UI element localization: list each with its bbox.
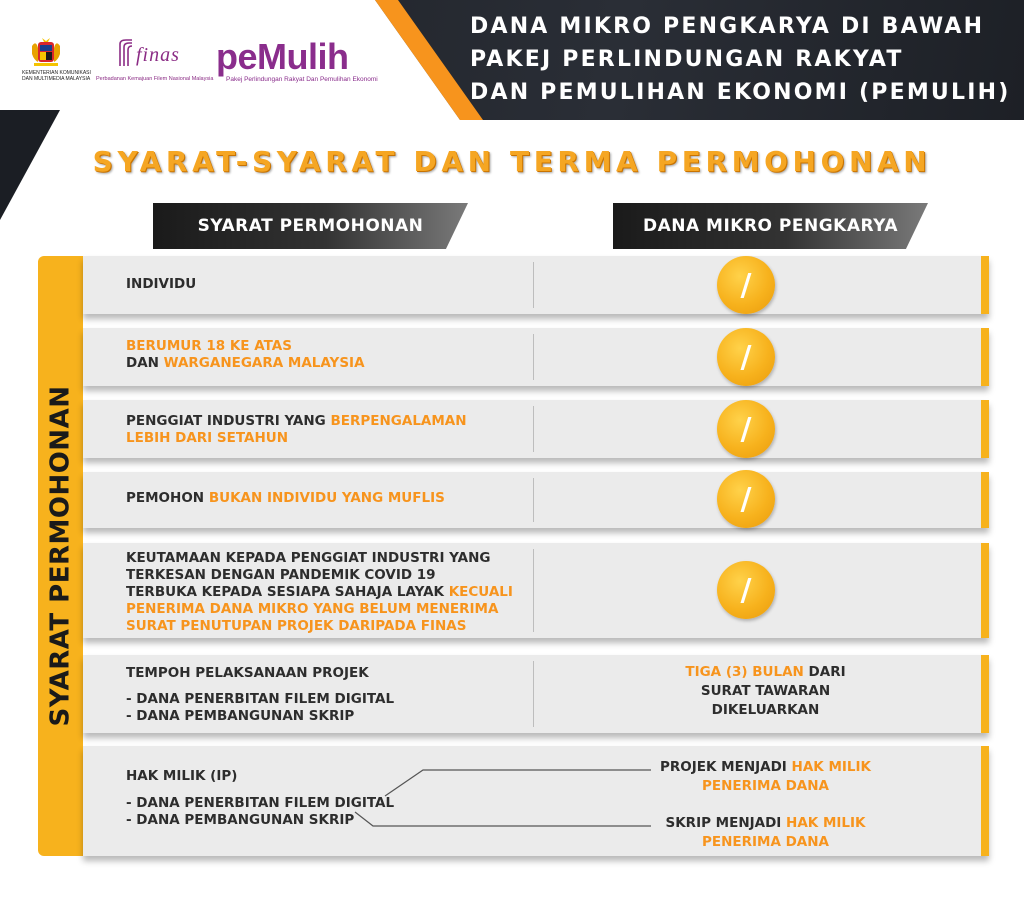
text-highlight: BERUMUR 18 KE ATAS xyxy=(126,338,292,354)
projek-ownership xyxy=(553,758,978,796)
check-symbol: / xyxy=(740,411,752,447)
check-mark-icon xyxy=(717,328,775,386)
check-symbol: / xyxy=(740,339,752,375)
pemulih-caption: Pakej Perlindungan Rakyat Dan Pemulihan Ekonomi xyxy=(226,76,378,83)
requirement-text xyxy=(126,338,365,372)
check-mark-icon xyxy=(717,561,775,619)
column-header-label: DANA MIKRO PENGKARYA xyxy=(642,216,899,236)
column-header-label: SYARAT PERMOHONAN xyxy=(197,216,424,236)
check-symbol: / xyxy=(740,267,752,303)
row-divider xyxy=(533,549,534,632)
tempoh-answer xyxy=(553,663,978,720)
hak-milik-item: - DANA PENERBITAN FILEM DIGITAL xyxy=(126,795,395,811)
tempoh-text xyxy=(126,665,394,725)
text-highlight: HAK MILIK xyxy=(791,759,871,775)
row-divider xyxy=(533,406,534,452)
text-highlight: BUKAN INDIVIDU YANG MUFLIS xyxy=(208,490,445,506)
header-title xyxy=(470,10,1015,109)
text-plain: SKRIP MENJADI xyxy=(665,815,787,831)
text-plain: SURAT TAWARAN xyxy=(700,683,831,699)
text-highlight: WARGANEGARA MALAYSIA xyxy=(163,355,365,371)
requirement-text xyxy=(126,550,513,635)
finas-wordmark: finas xyxy=(136,44,180,66)
text-highlight: TIGA (3) BULAN xyxy=(685,664,804,680)
requirement-row-tempoh xyxy=(83,655,989,733)
title-line: DAN PEMULIHAN EKONOMI (PEMULIH) xyxy=(470,80,1011,105)
hak-milik-text xyxy=(126,768,394,829)
kkmm-caption-line: KEMENTERIAN KOMUNIKASI xyxy=(22,70,91,76)
text-highlight: PENERIMA DANA MIKRO YANG BELUM MENERIMA xyxy=(126,601,499,617)
text-plain: DARI xyxy=(803,664,846,680)
hak-milik-item: - DANA PEMBANGUNAN SKRIP xyxy=(126,812,355,828)
malaysia-crest-logo xyxy=(28,36,64,68)
text-plain: KEUTAMAAN KEPADA PENGGIAT INDUSTRI YANG xyxy=(126,550,491,566)
check-mark-icon xyxy=(717,400,775,458)
tempoh-item: - DANA PENERBITAN FILEM DIGITAL xyxy=(126,691,395,707)
pemulih-wordmark: peMulih xyxy=(216,36,349,77)
tempoh-heading: TEMPOH PELAKSANAAN PROJEK xyxy=(126,665,369,681)
text-plain: TERKESAN DENGAN PANDEMIK COVID 19 xyxy=(126,567,436,583)
requirement-row xyxy=(83,543,989,638)
skrip-ownership xyxy=(553,814,978,852)
text-plain: PENGGIAT INDUSTRI YANG xyxy=(126,413,331,429)
check-mark-icon xyxy=(717,256,775,314)
text-plain: DIKELUARKAN xyxy=(711,702,820,718)
text-highlight: LEBIH DARI SETAHUN xyxy=(126,430,289,446)
row-divider xyxy=(533,334,534,380)
check-symbol: / xyxy=(740,572,752,608)
check-symbol: / xyxy=(740,481,752,517)
text-highlight: SURAT PENUTUPAN PROJEK DARIPADA FINAS xyxy=(126,618,467,634)
text-highlight: HAK MILIK xyxy=(786,815,866,831)
requirement-text xyxy=(126,490,445,507)
kkmm-caption xyxy=(22,70,92,82)
side-label-text: SYARAT PERMOHONAN xyxy=(45,385,76,727)
requirement-row xyxy=(83,256,989,314)
requirement-row-hak-milik xyxy=(83,746,989,856)
row-divider xyxy=(533,262,534,308)
title-line: PAKEJ PERLINDUNGAN RAKYAT xyxy=(470,47,904,72)
requirement-row xyxy=(83,400,989,458)
text-plain: PROJEK MENJADI xyxy=(660,759,792,775)
text-plain: TERBUKA KEPADA SESIAPA SAHAJA LAYAK xyxy=(126,584,449,600)
check-mark-icon xyxy=(717,470,775,528)
row-divider xyxy=(533,478,534,522)
section-title: SYARAT-SYARAT DAN TERMA PERMOHONAN xyxy=(92,145,932,178)
requirement-row xyxy=(83,472,989,528)
text-highlight: PENERIMA DANA xyxy=(701,778,830,794)
text-plain: DAN xyxy=(126,355,164,371)
hak-milik-heading: HAK MILIK (IP) xyxy=(126,768,238,784)
finas-caption: Perbadanan Kemajuan Filem Nasional Malaysia xyxy=(96,76,214,82)
text-highlight: BERPENGALAMAN xyxy=(330,413,467,429)
text-highlight: KECUALI xyxy=(448,584,513,600)
text-plain: PEMOHON xyxy=(126,490,209,506)
requirement-row xyxy=(83,328,989,386)
text-highlight: PENERIMA DANA xyxy=(701,834,830,850)
requirement-text xyxy=(126,413,467,447)
kkmm-caption-line: DAN MULTIMEDIA MALAYSIA xyxy=(22,76,91,82)
text-plain: INDIVIDU xyxy=(126,276,197,292)
row-divider xyxy=(533,661,534,727)
side-label xyxy=(38,256,83,856)
requirement-text xyxy=(126,276,196,293)
tempoh-item: - DANA PEMBANGUNAN SKRIP xyxy=(126,708,355,724)
column-header-dana xyxy=(613,203,928,249)
column-header-syarat xyxy=(153,203,468,249)
title-line: DANA MIKRO PENGKARYA DI BAWAH xyxy=(470,14,985,39)
